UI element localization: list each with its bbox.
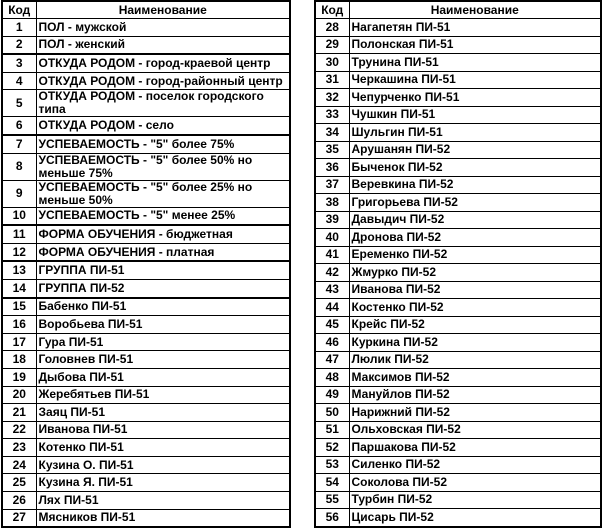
cell-name: ГРУППА ПИ-51 <box>36 261 290 279</box>
cell-name: Бабенко ПИ-51 <box>36 298 290 316</box>
cell-name: ФОРМА ОБУЧЕНИЯ - платная <box>36 243 290 261</box>
cell-name: Гура ПИ-51 <box>36 333 290 351</box>
table-row <box>2 207 290 225</box>
table-row <box>315 211 601 229</box>
cell-name: ОТКУДА РОДОМ - город-краевой центр <box>36 54 290 72</box>
cell-code: 10 <box>2 207 36 225</box>
cell-name: Веревкина ПИ-52 <box>349 176 601 194</box>
cell-code: 34 <box>315 124 349 142</box>
cell-code: 51 <box>315 421 349 439</box>
table-row <box>315 474 601 492</box>
cell-code: 20 <box>2 386 36 404</box>
cell-code: 4 <box>2 72 36 90</box>
cell-code: 7 <box>2 135 36 153</box>
table-row <box>315 421 601 439</box>
cell-name: Жеребятьев ПИ-51 <box>36 386 290 404</box>
table-row <box>315 141 601 159</box>
cell-name: УСПЕВАЕМОСТЬ - "5" менее 25% <box>36 207 290 225</box>
cell-name: Чепурченко ПИ-51 <box>349 89 601 107</box>
cell-name: Котенко ПИ-51 <box>36 439 290 457</box>
table-row <box>315 456 601 474</box>
cell-code: 53 <box>315 456 349 474</box>
cell-code: 1 <box>2 19 36 37</box>
table-row <box>315 281 601 299</box>
cell-name: Чушкин ПИ-51 <box>349 106 601 124</box>
table-row <box>2 153 290 180</box>
cell-name: Мануйлов ПИ-52 <box>349 386 601 404</box>
cell-code: 33 <box>315 106 349 124</box>
cell-code: 56 <box>315 509 349 527</box>
cell-code: 8 <box>2 153 36 180</box>
cell-name: Лях ПИ-51 <box>36 492 290 510</box>
cell-code: 44 <box>315 299 349 317</box>
cell-code: 9 <box>2 180 36 207</box>
cell-name: Трунина ПИ-51 <box>349 54 601 72</box>
cell-name: ГРУППА ПИ-52 <box>36 279 290 297</box>
table-row <box>315 124 601 142</box>
table-row <box>315 509 601 527</box>
cell-name: Ольховская ПИ-52 <box>349 421 601 439</box>
cell-code: 37 <box>315 176 349 194</box>
cell-code: 3 <box>2 54 36 72</box>
cell-code: 26 <box>2 492 36 510</box>
table-row <box>2 279 290 297</box>
cell-name: Арушанян ПИ-52 <box>349 141 601 159</box>
table-row <box>2 368 290 386</box>
table-row <box>2 492 290 510</box>
cell-name: УСПЕВАЕМОСТЬ - "5" более 75% <box>36 135 290 153</box>
cell-code: 48 <box>315 369 349 387</box>
table-row <box>2 386 290 404</box>
table-row <box>315 386 601 404</box>
table-row <box>2 474 290 492</box>
table-row <box>315 369 601 387</box>
cell-code: 14 <box>2 279 36 297</box>
table-row <box>315 176 601 194</box>
table-row <box>2 243 290 261</box>
table-row <box>315 19 601 37</box>
table-row <box>2 180 290 207</box>
table-row <box>315 299 601 317</box>
cell-code: 11 <box>2 225 36 243</box>
table-row <box>315 491 601 509</box>
cell-code: 18 <box>2 351 36 369</box>
codes-table-left <box>1 0 291 528</box>
table-row <box>315 316 601 334</box>
table-row <box>315 334 601 352</box>
cell-code: 43 <box>315 281 349 299</box>
cell-code: 38 <box>315 194 349 212</box>
cell-name: Соколова ПИ-52 <box>349 474 601 492</box>
cell-name: Григорьева ПИ-52 <box>349 194 601 212</box>
cell-name: ПОЛ - мужской <box>36 19 290 37</box>
table-row <box>2 90 290 117</box>
cell-code: 16 <box>2 316 36 334</box>
cell-name: Максимов ПИ-52 <box>349 369 601 387</box>
cell-code: 22 <box>2 421 36 439</box>
cell-code: 31 <box>315 71 349 89</box>
table-row <box>315 404 601 422</box>
cell-code: 28 <box>315 19 349 37</box>
cell-name: Давыдич ПИ-52 <box>349 211 601 229</box>
table-row <box>2 439 290 457</box>
cell-name: ОТКУДА РОДОМ - село <box>36 117 290 135</box>
cell-code: 35 <box>315 141 349 159</box>
cell-code: 42 <box>315 264 349 282</box>
table-row <box>2 225 290 243</box>
table-row <box>315 264 601 282</box>
table-row <box>315 439 601 457</box>
cell-name: Мясников ПИ-51 <box>36 509 290 527</box>
cell-name: Крейс ПИ-52 <box>349 316 601 334</box>
cell-code: 25 <box>2 474 36 492</box>
cell-name: Еременко ПИ-52 <box>349 246 601 264</box>
cell-code: 19 <box>2 368 36 386</box>
cell-code: 45 <box>315 316 349 334</box>
table-row <box>2 421 290 439</box>
cell-name: Паршакова ПИ-52 <box>349 439 601 457</box>
cell-code: 47 <box>315 351 349 369</box>
cell-code: 32 <box>315 89 349 107</box>
cell-code: 24 <box>2 456 36 474</box>
table-row <box>315 194 601 212</box>
table-row <box>315 159 601 177</box>
cell-name: Куркина ПИ-52 <box>349 334 601 352</box>
cell-name: Черкашина ПИ-51 <box>349 71 601 89</box>
cell-name: УСПЕВАЕМОСТЬ - "5" более 50% но меньше 75% <box>36 153 290 180</box>
cell-code: 13 <box>2 261 36 279</box>
table-row <box>2 72 290 90</box>
cell-name: Турбин ПИ-52 <box>349 491 601 509</box>
table-row <box>315 106 601 124</box>
cell-name: Иванова ПИ-52 <box>349 281 601 299</box>
cell-code: 12 <box>2 243 36 261</box>
cell-name: Воробьева ПИ-51 <box>36 316 290 334</box>
cell-name: УСПЕВАЕМОСТЬ - "5" более 25% но меньше 50% <box>36 180 290 207</box>
table-row <box>315 71 601 89</box>
table-row <box>315 54 601 72</box>
cell-code: 41 <box>315 246 349 264</box>
cell-code: 17 <box>2 333 36 351</box>
cell-code: 23 <box>2 439 36 457</box>
cell-code: 15 <box>2 298 36 316</box>
cell-name: Цисарь ПИ-52 <box>349 509 601 527</box>
cell-code: 46 <box>315 334 349 352</box>
cell-code: 2 <box>2 36 36 54</box>
cell-name: Полонская ПИ-51 <box>349 36 601 54</box>
table-row <box>315 36 601 54</box>
cell-name: Шульгин ПИ-51 <box>349 124 601 142</box>
table-row <box>2 351 290 369</box>
cell-code: 40 <box>315 229 349 247</box>
cell-name: ФОРМА ОБУЧЕНИЯ - бюджетная <box>36 225 290 243</box>
header-name: Наименование <box>36 1 290 19</box>
cell-name: Головнев ПИ-51 <box>36 351 290 369</box>
cell-code: 30 <box>315 54 349 72</box>
table-row <box>315 89 601 107</box>
cell-name: Дронова ПИ-52 <box>349 229 601 247</box>
cell-code: 29 <box>315 36 349 54</box>
cell-name: Люлик ПИ-52 <box>349 351 601 369</box>
header-code: Код <box>315 1 349 19</box>
table-row <box>2 36 290 54</box>
table-row <box>2 333 290 351</box>
table-row <box>2 456 290 474</box>
codes-table-right <box>314 0 602 528</box>
cell-code: 39 <box>315 211 349 229</box>
table-row <box>2 135 290 153</box>
cell-code: 54 <box>315 474 349 492</box>
table-row <box>2 19 290 37</box>
table-row <box>315 246 601 264</box>
cell-name: Жмурко ПИ-52 <box>349 264 601 282</box>
cell-code: 52 <box>315 439 349 457</box>
cell-name: ОТКУДА РОДОМ - город-районный центр <box>36 72 290 90</box>
cell-name: Заяц ПИ-51 <box>36 404 290 422</box>
table-row <box>2 298 290 316</box>
cell-name: Дыбова ПИ-51 <box>36 368 290 386</box>
table-row <box>315 351 601 369</box>
cell-name: Силенко ПИ-52 <box>349 456 601 474</box>
table-row <box>2 261 290 279</box>
header-row <box>315 1 601 19</box>
cell-code: 36 <box>315 159 349 177</box>
cell-name: ПОЛ - женский <box>36 36 290 54</box>
cell-code: 55 <box>315 491 349 509</box>
cell-name: Быченок ПИ-52 <box>349 159 601 177</box>
header-row <box>2 1 290 19</box>
table-row <box>315 229 601 247</box>
table-row <box>2 117 290 135</box>
cell-name: Кузина О. ПИ-51 <box>36 456 290 474</box>
cell-code: 5 <box>2 90 36 117</box>
header-name: Наименование <box>349 1 601 19</box>
cell-name: Костенко ПИ-52 <box>349 299 601 317</box>
cell-code: 49 <box>315 386 349 404</box>
cell-name: Нарижний ПИ-52 <box>349 404 601 422</box>
cell-name: ОТКУДА РОДОМ - поселок городского типа <box>36 90 290 117</box>
cell-name: Кузина Я. ПИ-51 <box>36 474 290 492</box>
table-row <box>2 316 290 334</box>
header-code: Код <box>2 1 36 19</box>
cell-name: Иванова ПИ-51 <box>36 421 290 439</box>
cell-code: 27 <box>2 509 36 527</box>
cell-code: 21 <box>2 404 36 422</box>
table-row <box>2 404 290 422</box>
cell-name: Нагапетян ПИ-51 <box>349 19 601 37</box>
cell-code: 50 <box>315 404 349 422</box>
table-row <box>2 54 290 72</box>
cell-code: 6 <box>2 117 36 135</box>
